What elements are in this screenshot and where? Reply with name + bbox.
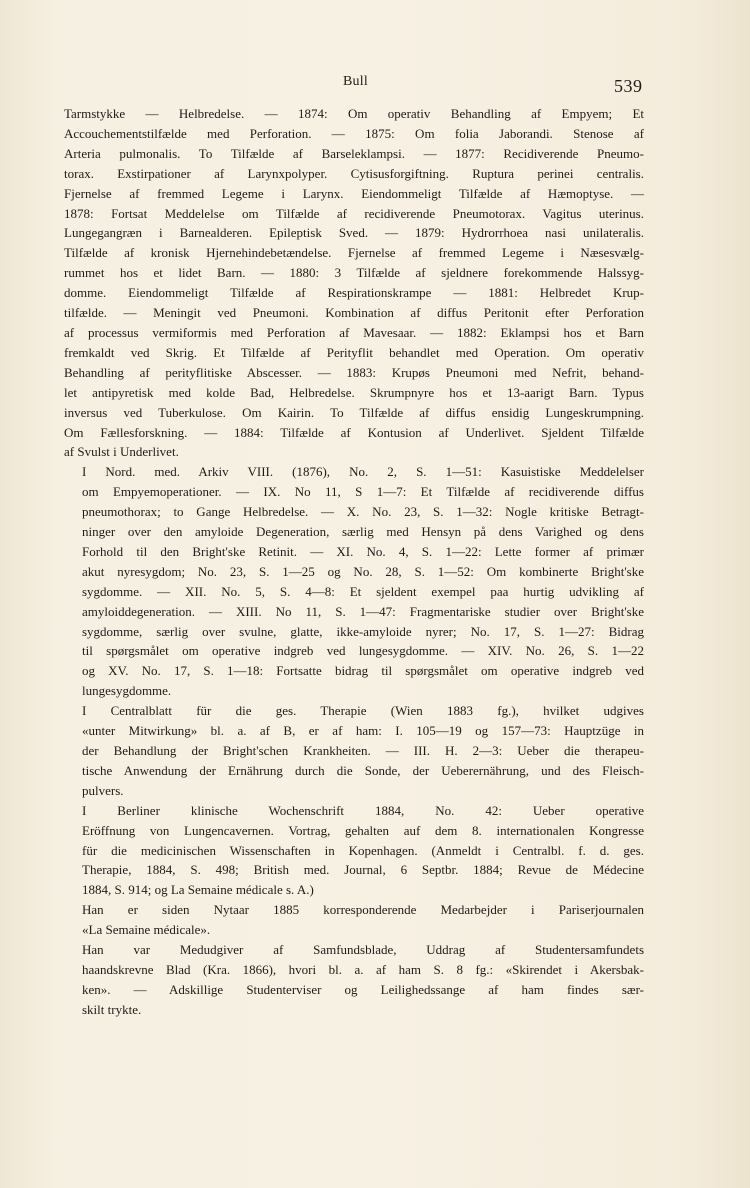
text-line: tische Anwendung der Ernährung durch die Sonde, der Ueberernährung, und des Fleisch- <box>82 762 644 778</box>
paragraph <box>64 900 644 940</box>
text-line: amyloiddegeneration. — XIII. No 11, S. 1—47: Fragmentariske studier over Bright'ske <box>82 603 644 619</box>
text-line: Han er siden Nytaar 1885 korresponderende Medarbejder i Pariserjournalen <box>82 902 644 918</box>
text-line: Accouchementstilfælde med Perforation. — 1875: Om folia Jaborandi. Stenose af <box>64 125 644 141</box>
text-line: pneumothorax; to Gange Helbredelse. — X. No. 23, S. 1—32: Nogle kritiske Betragt- <box>82 504 644 520</box>
text-line: pulvers. <box>82 782 124 798</box>
paragraph <box>64 701 644 801</box>
text-line: Therapie, 1884, S. 498; British med. Journal, 6 Septbr. 1884; Revue de Médecine <box>82 862 644 878</box>
text-line: om Empyemoperationer. — IX. No 11, S 1—7: Et Tilfælde af recidiverende diffus <box>82 484 644 500</box>
text-line: og XV. No. 17, S. 1—18: Fortsatte bidrag til spørgsmålet om operative indgreb ved <box>82 663 644 679</box>
text-line: inversus ved Tuberkulose. Om Kairin. To Tilfælde af diffus ensidig Lungeskrumpning. <box>64 404 644 420</box>
text-line: Tarmstykke — Helbredelse. — 1874: Om operativ Behandling af Empyem; Et <box>64 106 644 121</box>
text-line: Tilfælde af kronisk Hjernehindebetændelse. Fjernelse af fremmed Legeme i Næsesvælg- <box>64 245 644 261</box>
text-line: 1884, S. 914; og La Semaine médicale s. A.) <box>82 882 314 898</box>
text-line: sygdomme. — XII. No. 5, S. 4—8: Et sjeldent exempel paa hurtig udvikling af <box>82 583 644 599</box>
text-line: 1878: Fortsat Meddelelse om Tilfælde af recidiverende Pneumotorax. Vagitus uterinus. <box>64 205 644 221</box>
page-header <box>0 70 750 100</box>
text-line: sygdomme, særlig over svulne, glatte, ikke-amyloide nyrer; No. 17, S. 1—27: Bidrag <box>82 623 644 639</box>
text-line: akut nyresygdom; No. 23, S. 1—25 og No. 28, S. 1—52: Om kombinerte Bright'ske <box>82 563 644 579</box>
text-line: lungesygdomme. <box>82 683 172 699</box>
body-text <box>64 104 644 1020</box>
text-line: Lungegangræn i Barnealderen. Epileptisk Sved. — 1879: Hydrorrhoea nasi unilateralis. <box>64 225 644 241</box>
text-line: haandskrevne Blad (Kra. 1866), hvori bl. a. af ham S. 8 fg.: «Skirendet i Akersbak- <box>82 961 644 977</box>
text-line: torax. Exstirpationer af Larynxpolyper. Cytisusforgiftning. Ruptura perinei centralis. <box>64 165 644 181</box>
page-number: 539 <box>614 76 643 96</box>
text-line: Om Fællesforskning. — 1884: Tilfælde af Kontusion af Underlivet. Sjeldent Tilfælde <box>64 424 644 440</box>
text-line: ken». — Adskillige Studenterviser og Leilighedssange af ham findes sær- <box>82 981 644 997</box>
text-line: rummet hos et lidet Barn. — 1880: 3 Tilfælde af sjeldnere forekommende Halssyg- <box>64 265 644 281</box>
text-line: Forhold til den Bright'ske Retinit. — XI. No. 4, S. 1—22: Lette former af primær <box>82 543 644 559</box>
text-line: fremkaldt ved Skrig. Et Tilfælde af Perityflit behandlet med Operation. Om operativ <box>64 344 644 360</box>
text-line: Fjernelse af fremmed Legeme i Larynx. Eiendommeligt Tilfælde af Hæmoptyse. — <box>64 185 644 201</box>
running-head: Bull <box>343 74 368 89</box>
text-line: domme. Eiendommeligt Tilfælde af Respirationskrampe — 1881: Helbredet Krup- <box>64 285 644 301</box>
text-line: skilt trykte. <box>82 1001 142 1017</box>
text-line: let antipyretisk med kolde Bad, Helbredelse. Skrumpnyre hos et 13-aarigt Barn. Typus <box>64 384 644 400</box>
text-line: tilfælde. — Meningit ved Pneumoni. Kombination af diffus Peritonit efter Perforation <box>64 305 644 321</box>
text-line: Eröffnung von Lungencavernen. Vortrag, gehalten auf dem 8. internationalen Kongresse <box>82 822 644 838</box>
paragraph <box>64 801 644 901</box>
paragraph <box>64 940 644 1020</box>
text-line: Behandling af perityflitiske Abscesser. — 1883: Krupøs Pneumoni med Nefrit, behand- <box>64 364 644 380</box>
text-line: der Behandlung der Bright'schen Krankheiten. — III. H. 2—3: Ueber die therapeu- <box>82 743 644 758</box>
paragraph <box>64 104 644 462</box>
text-line: Arteria pulmonalis. To Tilfælde af Barseleklampsi. — 1877: Recidiverende Pneumo- <box>64 145 644 161</box>
paragraph <box>64 462 644 701</box>
text-line: ninger over den amyloide Degeneration, særlig med Hensyn på dens Varighed og dens <box>82 524 644 540</box>
text-line: af Svulst i Underlivet. <box>64 444 179 460</box>
text-line: I Nord. med. Arkiv VIII. (1876), No. 2, S. 1—51: Kasuistiske Meddelelser <box>82 464 644 480</box>
text-line: I Centralblatt für die ges. Therapie (Wien 1883 fg.), hvilket udgives <box>82 703 644 719</box>
text-line: af processus vermiformis med Perforation af Mavesaar. — 1882: Eklampsi hos et Barn <box>64 324 644 340</box>
text-line: Han var Medudgiver af Samfundsblade, Uddrag af Studentersamfundets <box>82 942 644 958</box>
text-line: «La Semaine médicale». <box>82 922 211 938</box>
text-line: til spørgsmålet om operative indgreb ved lungesygdomme. — XIV. No. 26, S. 1—22 <box>82 643 644 659</box>
text-line: I Berliner klinische Wochenschrift 1884, No. 42: Ueber operative <box>82 802 644 818</box>
text-line: «unter Mitwirkung» bl. a. af B, er af ham: I. 105—19 og 157—73: Hauptzüge in <box>82 723 644 739</box>
text-line: für die medicinischen Wissenschaften in Kopenhagen. (Anmeldt i Centralbl. f. d. ges. <box>82 842 644 858</box>
